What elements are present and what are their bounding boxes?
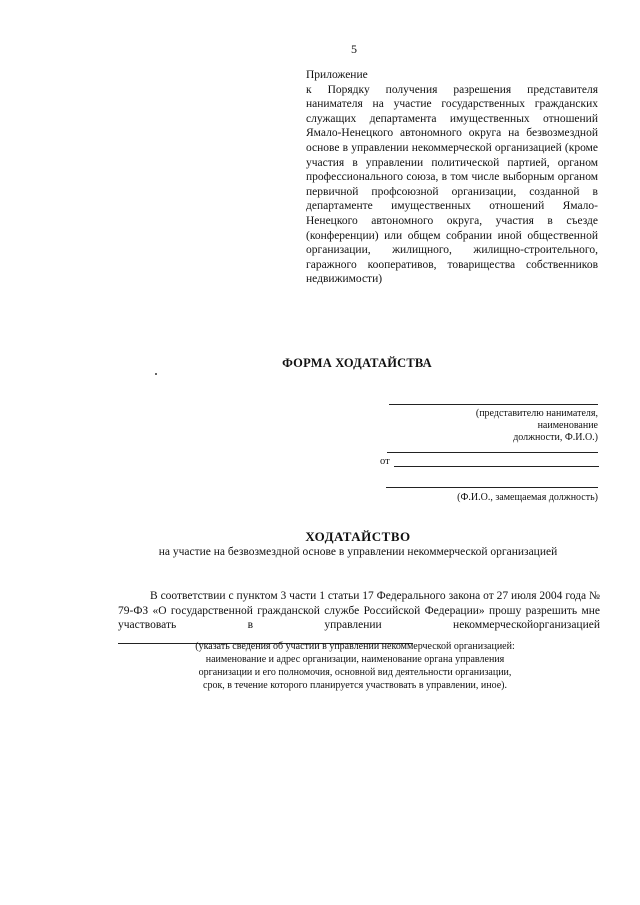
petition-note-line2: наименование и адрес организации, наименование органа управления xyxy=(205,654,505,665)
from-row xyxy=(380,456,600,467)
petition-subtitle: на участие на безвозмездной основе в управлении некоммерческой организацией xyxy=(158,546,558,558)
appendix-lead: Приложение xyxy=(306,69,368,81)
sender-line[interactable] xyxy=(386,487,598,488)
appendix-header xyxy=(306,68,598,287)
sender-caption: (Ф.И.О., замещаемая должность) xyxy=(457,492,598,503)
from-line[interactable] xyxy=(394,466,599,467)
petition-note xyxy=(140,640,570,692)
addressee-line[interactable] xyxy=(389,404,598,405)
addressee-caption-line3: должности, Ф.И.О.) xyxy=(513,432,598,443)
form-title: ФОРМА ХОДАТАЙСТВА xyxy=(282,356,432,370)
petition-text: В соответствии с пунктом 3 части 1 статьи 17 Федерального закона от 27 июля 2004 года № 79-ФЗ «О государственной гражданской службе Российской Федерации» прошу разрешить мне участвовать в управлении некоммерческойорганизацией xyxy=(118,590,600,631)
petition-title: ХОДАТАЙСТВО xyxy=(305,529,411,544)
petition-note-line4: срок, в течение которого планируется участвовать в управлении, иное). xyxy=(203,680,507,691)
from-label: от xyxy=(380,456,390,467)
page-number: 5 xyxy=(351,42,357,56)
addressee-line-2[interactable] xyxy=(387,452,598,453)
petition-note-line1: (указать сведения об участии в управлении некоммерческой организацией: xyxy=(195,641,515,652)
addressee-caption xyxy=(476,408,598,444)
appendix-body: к Порядку получения разрешения представителя нанимателя на участие государственных гражданских служащих департамента имущественных отношений Ямало-Ненецкого автономного округа на безвозмездной основе в управлении некоммерческой организацией (кроме участия в управлении политической партией, органом профессионального союза, в том числе выборным органом первичной профсоюзной организации, созданной в департаменте имущественных отношений Ямало-Ненецкого автономного округа, участия в съезде (конференции) или общем собрании иной общественной организации, жилищного, жилищно-строительного, гаражного кооперативов, товарищества собственников недвижимости) xyxy=(306,83,598,286)
stray-mark xyxy=(155,373,157,375)
petition-note-line3: организации и его полномочия, основной вид деятельности организации, xyxy=(198,667,512,678)
addressee-caption-line2: наименование xyxy=(537,420,598,431)
addressee-caption-line1: (представителю нанимателя, xyxy=(475,408,598,419)
